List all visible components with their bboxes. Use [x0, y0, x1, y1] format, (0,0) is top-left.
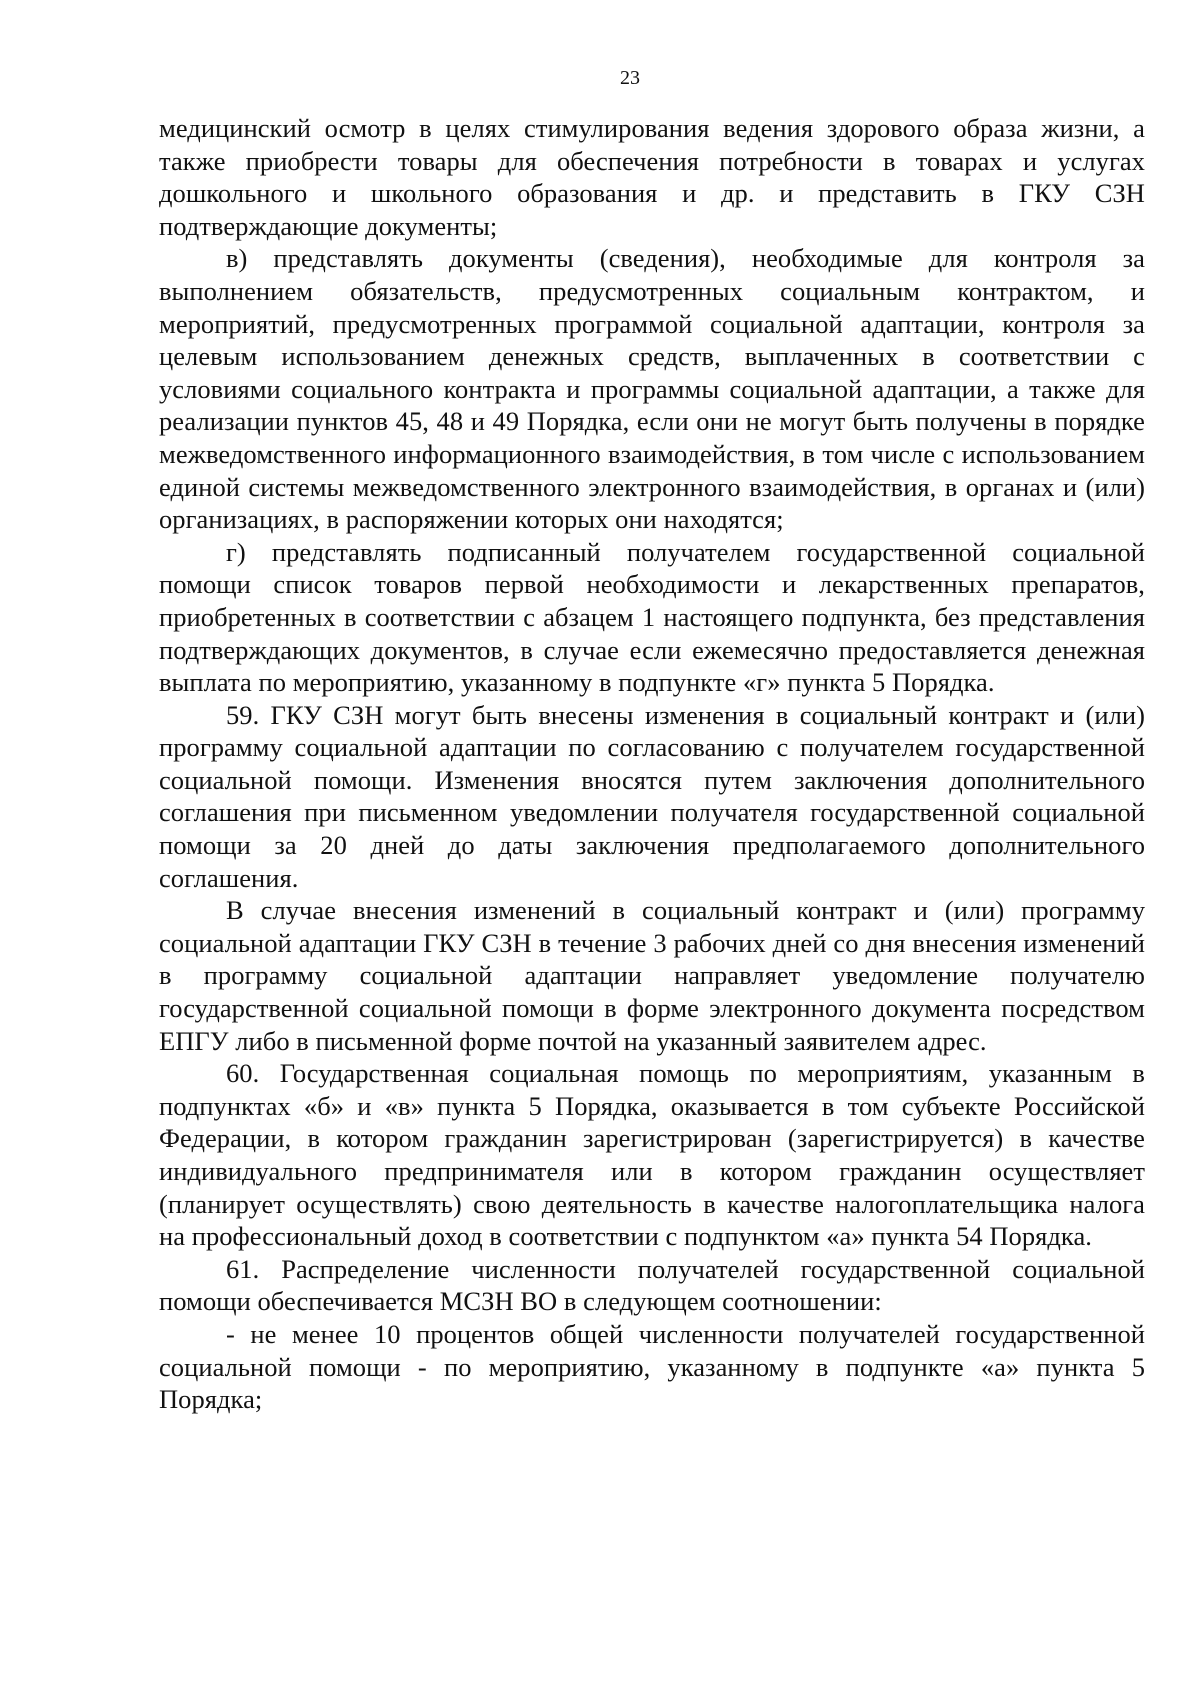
paragraph-clause-60: 60. Государственная социальная помощь по мероприятиям, указанным в подпунктах «б» и «в» пункта 5 Порядка, оказывается в том субъекте Российской Федерации, в котором гражданин зарегистрирован (зарегистрируется) в качестве индивидуального предпринимателя или в котором гражданин осуществляет (планирует осуществлять) свою деятельность в качестве налогоплательщика налога на профессиональный доход в соответствии с подпунктом «а» пункта 54 Порядка. — [159, 1058, 1145, 1252]
body-text — [159, 112, 1145, 1416]
paragraph-continuation: медицинский осмотр в целях стимулирования ведения здорового образа жизни, а также приобрести товары для обеспечения потребности в товарах и услугах дошкольного и школьного образования и др. и представить в ГКУ СЗН подтверждающие документы; — [159, 113, 1145, 241]
paragraph-item-g: г) представлять подписанный получателем государственной социальной помощи список товаров первой необходимости и лекарственных препаратов, приобретенных в соответствии с абзацем 1 настоящего подпункта, без представления подтверждающих документов, в случае если ежемесячно предоставляется денежная выплата по мероприятию, указанному в подпункте «г» пункта 5 Порядка. — [159, 536, 1145, 698]
paragraph-clause-61: 61. Распределение численности получателей государственной социальной помощи обеспечивается МСЗН ВО в следующем соотношении: — [159, 1253, 1145, 1317]
paragraph-clause-61-item: - не менее 10 процентов общей численности получателей государственной социальной помощи - по мероприятию, указанному в подпункте «а» пункта 5 Порядка; — [159, 1318, 1145, 1415]
paragraph-item-v: в) представлять документы (сведения), необходимые для контроля за выполнением обязательств, предусмотренных социальным контрактом, и мероприятий, предусмотренных программой социальной адаптации, контроля за целевым использованием денежных средств, выплаченных в соответствии с условиями социального контракта и программы социальной адаптации, а также для реализации пунктов 45, 48 и 49 Порядка, если они не могут быть получены в порядке межведомственного информационного взаимодействия, в том числе с использованием единой системы межведомственного электронного взаимодействия, в органах и (или) организациях, в распоряжении которых они находятся; — [159, 243, 1145, 535]
paragraph-clause-59: 59. ГКУ СЗН могут быть внесены изменения в социальный контракт и (или) программу социальной адаптации по согласованию с получателем государственной социальной помощи. Изменения вносятся путем заключения дополнительного соглашения при письменном уведомлении получателя государственной социальной помощи за 20 дней до даты заключения предполагаемого дополнительного соглашения. — [159, 699, 1145, 893]
page-number: 23 — [620, 67, 640, 89]
paragraph-clause-59-changes: В случае внесения изменений в социальный контракт и (или) программу социальной адаптации ГКУ СЗН в течение 3 рабочих дней со дня внесения изменений в программу социальной адаптации направляет уведомление получателю государственной социальной помощи в форме электронного документа посредством ЕПГУ либо в письменной форме почтой на указанный заявителем адрес. — [159, 895, 1145, 1056]
